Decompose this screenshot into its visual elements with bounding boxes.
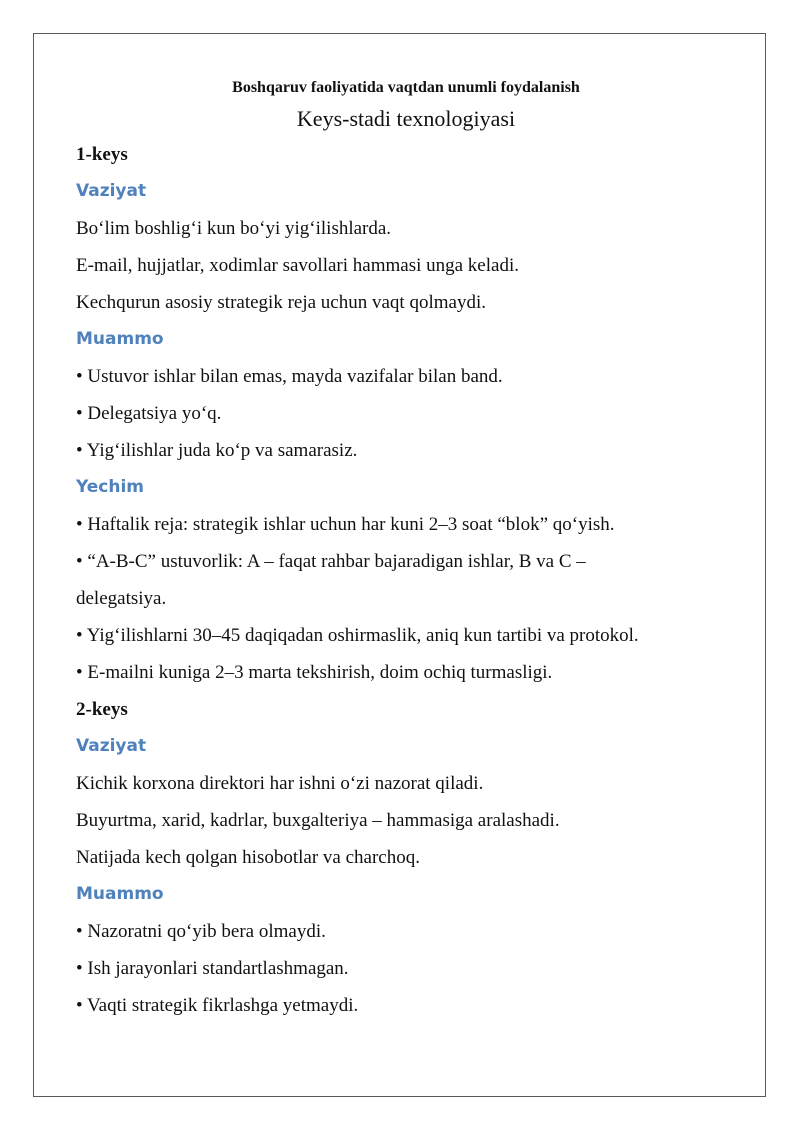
solution-heading: Yechim: [76, 477, 144, 497]
situation-line: Kichik korxona direktori har ishni o‘zi nazorat qiladi.: [76, 773, 484, 794]
problem-line: • Delegatsiya yo‘q.: [76, 403, 222, 424]
situation-line: Natijada kech qolgan hisobotlar va charchoq.: [76, 847, 420, 868]
solution-line: • E-mailni kuniga 2–3 marta tekshirish, doim ochiq turmasligi.: [76, 662, 553, 683]
problem-line: • Nazoratni qo‘yib bera olmaydi.: [76, 921, 326, 942]
problem-line: • Yig‘ilishlar juda ko‘p va samarasiz.: [76, 440, 358, 461]
case-heading: 2-keys: [76, 699, 128, 720]
situation-line: Buyurtma, xarid, kadrlar, buxgalteriya – hammasiga aralashadi.: [76, 810, 560, 831]
situation-line: Kechqurun asosiy strategik reja uchun vaqt qolmaydi.: [76, 292, 486, 313]
document-subtitle: Keys-stadi texnologiyasi: [296, 106, 516, 131]
solution-line: • “A-B-C” ustuvorlik: A – faqat rahbar bajaradigan ishlar, B va C –: [76, 551, 586, 572]
situation-line: Bo‘lim boshlig‘i kun bo‘yi yig‘ilishlarda.: [76, 218, 392, 239]
case-heading: 1-keys: [76, 144, 128, 165]
situation-heading: Vaziyat: [76, 736, 147, 756]
document-title: Boshqaruv faoliyatida vaqtdan unumli foydalanish: [232, 79, 580, 96]
problem-line: • Ish jarayonlari standartlashmagan.: [76, 958, 349, 979]
problem-line: • Ustuvor ishlar bilan emas, mayda vazifalar bilan band.: [76, 366, 503, 387]
situation-line: E-mail, hujjatlar, xodimlar savollari hammasi unga keladi.: [76, 255, 519, 276]
problem-line: • Vaqti strategik fikrlashga yetmaydi.: [76, 995, 359, 1016]
document-body: [76, 74, 736, 1024]
problem-heading: Muammo: [76, 884, 164, 904]
case-1: [76, 136, 736, 691]
case-2: [76, 691, 736, 1024]
solution-line: • Haftalik reja: strategik ishlar uchun har kuni 2–3 soat “blok” qo‘yish.: [76, 514, 615, 535]
situation-heading: Vaziyat: [76, 181, 147, 201]
solution-line: delegatsiya.: [76, 588, 167, 609]
solution-line: • Yig‘ilishlarni 30–45 daqiqadan oshirmaslik, aniq kun tartibi va protokol.: [76, 625, 639, 646]
problem-heading: Muammo: [76, 329, 164, 349]
